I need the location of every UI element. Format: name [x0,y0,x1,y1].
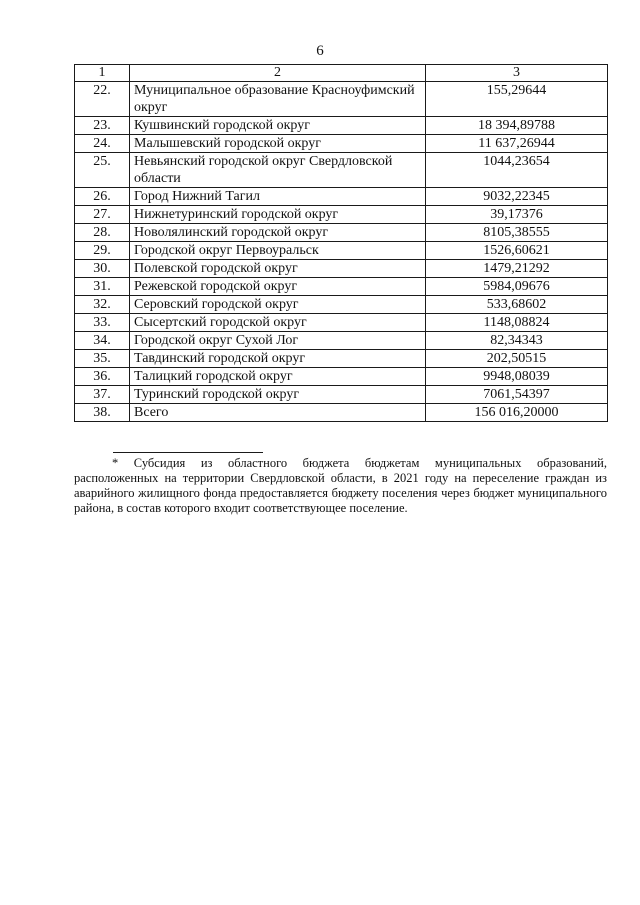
row-name: Город Нижний Тагил [130,188,426,206]
table-row [75,242,608,260]
table-body [75,82,608,422]
row-number: 26. [75,188,130,206]
table-header-row [75,65,608,82]
header-cell-name: 2 [130,65,426,82]
row-number: 34. [75,332,130,350]
table-row [75,368,608,386]
table-row [75,350,608,368]
row-name: Сысертский городской округ [130,314,426,332]
row-value: 39,17376 [426,206,608,224]
row-number: 35. [75,350,130,368]
row-value: 202,50515 [426,350,608,368]
row-value: 5984,09676 [426,278,608,296]
row-value: 8105,38555 [426,224,608,242]
row-value: 82,34343 [426,332,608,350]
table-row [75,314,608,332]
table-row [75,188,608,206]
table-row [75,117,608,135]
row-name: Городской округ Сухой Лог [130,332,426,350]
table-row [75,296,608,314]
subsidy-table [74,64,608,422]
row-value: 18 394,89788 [426,117,608,135]
table-row [75,135,608,153]
row-value: 1479,21292 [426,260,608,278]
row-value: 9948,08039 [426,368,608,386]
row-number: 27. [75,206,130,224]
row-value: 7061,54397 [426,386,608,404]
footnote: * Субсидия из областного бюджета бюджетам муниципальных образований, расположенных на территории Свердловской области, в 2021 году на переселение граждан из аварийного жилищного фонда предоставляется бюджету поселения через бюджет муниципального района, в состав которого входит соответствующее поселение. [74,456,607,515]
table-row [75,404,608,422]
row-value: 1148,08824 [426,314,608,332]
row-number: 23. [75,117,130,135]
row-name: Кушвинский городской округ [130,117,426,135]
row-number: 30. [75,260,130,278]
row-value: 11 637,26944 [426,135,608,153]
table-row [75,206,608,224]
table-row [75,332,608,350]
table-row [75,153,608,188]
row-number: 22. [75,82,130,117]
header-cell-value: 3 [426,65,608,82]
row-name: Городской округ Первоуральск [130,242,426,260]
row-name: Талицкий городской округ [130,368,426,386]
row-name: Новолялинский городской округ [130,224,426,242]
row-value: 156 016,20000 [426,404,608,422]
row-name: Серовский городской округ [130,296,426,314]
row-number: 28. [75,224,130,242]
table-row [75,260,608,278]
row-value: 9032,22345 [426,188,608,206]
row-name: Всего [130,404,426,422]
table-row [75,82,608,117]
row-number: 25. [75,153,130,188]
header-cell-number: 1 [75,65,130,82]
row-number: 31. [75,278,130,296]
row-number: 29. [75,242,130,260]
row-number: 36. [75,368,130,386]
row-value: 1044,23654 [426,153,608,188]
row-name: Режевской городской округ [130,278,426,296]
row-value: 1526,60621 [426,242,608,260]
row-number: 32. [75,296,130,314]
row-number: 24. [75,135,130,153]
row-number: 37. [75,386,130,404]
row-name: Малышевский городской округ [130,135,426,153]
row-name: Туринский городской округ [130,386,426,404]
row-number: 33. [75,314,130,332]
page-number: 6 [316,43,324,59]
row-name: Нижнетуринский городской округ [130,206,426,224]
table-row [75,224,608,242]
row-name: Невьянский городской округ Свердловской области [130,153,426,188]
table-row [75,386,608,404]
footnote-separator [113,452,263,453]
row-name: Полевской городской округ [130,260,426,278]
table-row [75,278,608,296]
row-number: 38. [75,404,130,422]
row-name: Тавдинский городской округ [130,350,426,368]
row-value: 155,29644 [426,82,608,117]
row-value: 533,68602 [426,296,608,314]
row-name: Муниципальное образование Красноуфимский округ [130,82,426,117]
